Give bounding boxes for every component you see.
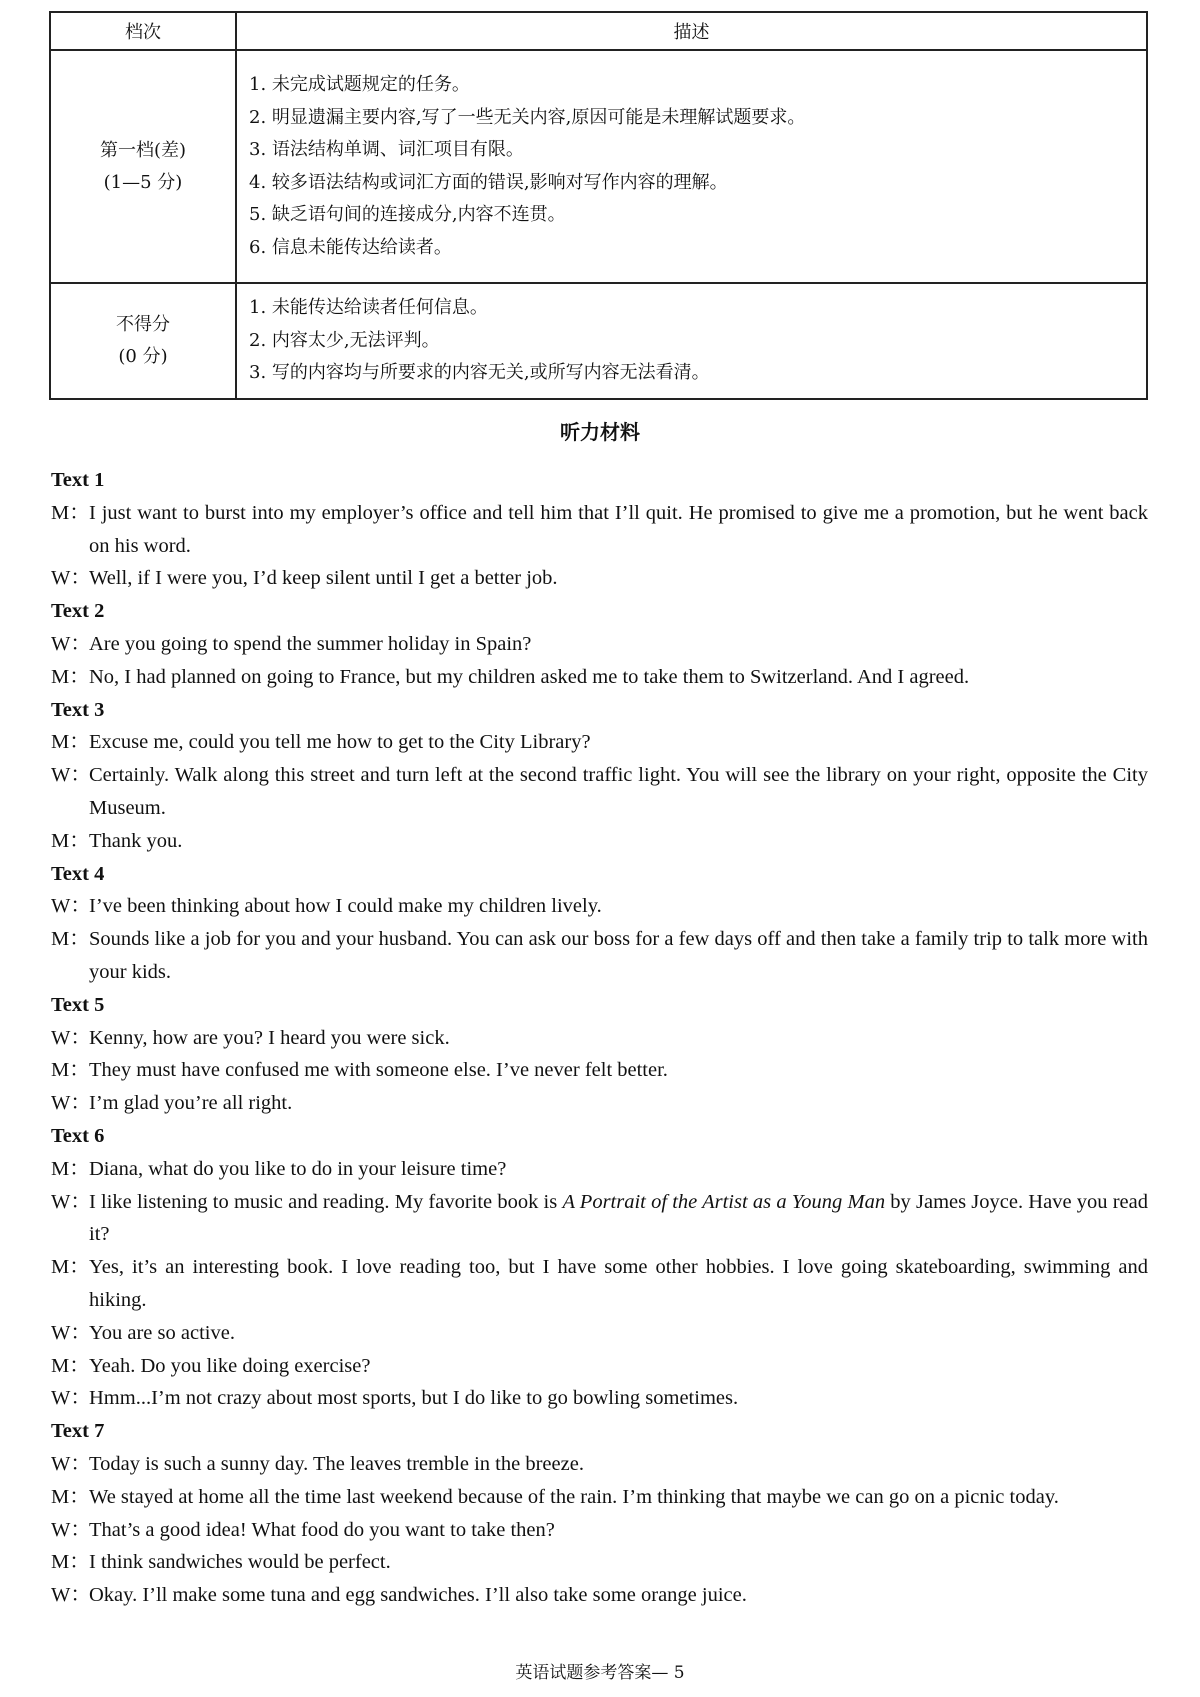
dialogue-line <box>51 1481 1148 1514</box>
dialogue-text: Okay. I’ll make some tuna and egg sandwiches. I’ll also take some orange juice. <box>89 1584 747 1607</box>
table-row <box>50 50 1147 283</box>
criterion-item: 1. 未完成试题规定的任务。 <box>249 74 470 95</box>
table-row <box>50 283 1147 399</box>
dialogue-text: They must have confused me with someone else. I’ve never felt better. <box>89 1059 668 1082</box>
book-title: A Portrait of the Artist as a Young Man <box>562 1190 886 1213</box>
section-title: 听力材料 <box>560 420 640 444</box>
grade-label: 第一档(差) <box>99 139 187 161</box>
dialogue-text: Excuse me, could you tell me how to get to the City Library? <box>89 731 591 754</box>
speaker-label: W： <box>51 1452 91 1475</box>
dialogue-line <box>51 1087 1148 1120</box>
dialogue-text: Thank you. <box>89 829 183 852</box>
criterion-item: 2. 内容太少,无法评判。 <box>249 329 440 351</box>
header-description: 描述 <box>236 12 1147 50</box>
dialogue-line <box>51 1251 1148 1317</box>
grade-score: (1—5 分) <box>103 171 183 193</box>
speaker-label: W： <box>51 1190 91 1213</box>
dialogue-text: You are so active. <box>89 1321 235 1344</box>
dialogue-line <box>51 1579 1148 1612</box>
text-heading: Text 4 <box>51 862 105 885</box>
dialogue-line <box>51 1054 1148 1087</box>
speaker-label: M： <box>51 1059 90 1082</box>
page-footer: 英语试题参考答案— 5 <box>515 1663 685 1683</box>
dialogue-line <box>51 562 1148 595</box>
text-heading: Text 3 <box>51 698 105 721</box>
speaker-label: M： <box>51 1256 90 1279</box>
speaker-label: M： <box>51 1157 90 1180</box>
dialogue-text: Well, if I were you, I’d keep silent until I get a better job. <box>89 567 558 590</box>
speaker-label: W： <box>51 1092 91 1115</box>
text-heading: Text 7 <box>51 1420 105 1443</box>
criterion-item: 4. 较多语法结构或词汇方面的错误,影响对写作内容的理解。 <box>249 171 728 193</box>
speaker-label: M： <box>51 1485 90 1508</box>
description-cell <box>236 50 1147 283</box>
dialogue-text: Diana, what do you like to do in your leisure time? <box>89 1157 507 1180</box>
dialogue-line <box>51 1382 1148 1415</box>
header-grade: 档次 <box>50 12 236 50</box>
speaker-label: M： <box>51 928 90 951</box>
text-heading: Text 6 <box>51 1124 105 1147</box>
dialogue-line <box>51 1514 1148 1547</box>
dialogue-text-after: by James Joyce. Have you read it? <box>89 1190 1148 1246</box>
dialogue-text: We stayed at home all the time last weekend because of the rain. I’m thinking that maybe we can go on a picnic today. <box>89 1485 1059 1508</box>
dialogue-text: Today is such a sunny day. The leaves tremble in the breeze. <box>89 1452 584 1475</box>
speaker-label: M： <box>51 829 90 852</box>
speaker-label: M： <box>51 731 90 754</box>
dialogue-line <box>51 497 1148 563</box>
dialogue-text: Yeah. Do you like doing exercise? <box>89 1354 371 1377</box>
dialogue-text: Are you going to spend the summer holiday in Spain? <box>89 632 532 655</box>
speaker-label: M： <box>51 1551 90 1574</box>
dialogue-text: Hmm...I’m not crazy about most sports, but I do like to go bowling sometimes. <box>89 1387 739 1410</box>
dialogue-line <box>51 1546 1148 1579</box>
grade-cell <box>50 283 236 399</box>
dialogue-text: I just want to burst into my employer’s office and tell him that I’ll quit. He promised to give me a promotion, but he went back on his word. <box>89 501 1148 557</box>
text-heading: Text 1 <box>51 469 105 491</box>
dialogue-line <box>51 1317 1148 1350</box>
dialogue-line <box>51 726 1148 759</box>
speaker-label: M： <box>51 501 90 524</box>
speaker-label: W： <box>51 632 91 655</box>
criterion-item: 2. 明显遗漏主要内容,写了一些无关内容,原因可能是未理解试题要求。 <box>249 106 806 128</box>
speaker-label: W： <box>51 1321 91 1344</box>
text-heading: Text 2 <box>51 600 105 623</box>
speaker-label: W： <box>51 1387 91 1410</box>
speaker-label: W： <box>51 1518 91 1541</box>
speaker-label: W： <box>51 1026 91 1049</box>
dialogue-text: I think sandwiches would be perfect. <box>89 1551 391 1574</box>
table-header-row <box>50 12 1147 50</box>
dialogue-text: I like listening to music and reading. My favorite book is <box>89 1190 563 1213</box>
dialogue-text: I’m glad you’re all right. <box>89 1092 293 1115</box>
speaker-label: W： <box>51 764 91 787</box>
dialogue-line <box>51 759 1148 825</box>
scoring-rubric-table <box>49 11 1148 400</box>
dialogue-text: Kenny, how are you? I heard you were sick. <box>89 1026 450 1049</box>
criterion-item: 3. 语法结构单调、词汇项目有限。 <box>249 139 524 160</box>
grade-label: 不得分 <box>116 313 170 335</box>
criterion-item: 3. 写的内容均与所要求的内容无关,或所写内容无法看清。 <box>249 362 710 383</box>
dialogue-line <box>51 1350 1148 1383</box>
speaker-label: W： <box>51 895 91 918</box>
criterion-item: 6. 信息未能传达给读者。 <box>249 236 452 258</box>
dialogue-text: I’ve been thinking about how I could make my children lively. <box>89 895 602 918</box>
dialogue-text: That’s a good idea! What food do you want to take then? <box>89 1518 555 1541</box>
speaker-label: W： <box>51 567 91 590</box>
dialogue-line <box>51 1022 1148 1055</box>
dialogue-line <box>51 1153 1148 1186</box>
dialogue-text: Sounds like a job for you and your husband. You can ask our boss for a few days off and then take a family trip to talk more with your kids. <box>89 928 1148 983</box>
speaker-label: M： <box>51 665 90 688</box>
grade-score: (0 分) <box>118 345 168 367</box>
grade-cell <box>50 50 236 283</box>
listening-transcript <box>51 464 1148 1612</box>
dialogue-line <box>51 628 1148 661</box>
dialogue-text: Yes, it’s an interesting book. I love reading too, but I have some other hobbies. I love going skateboarding, swimming and hiking. <box>89 1256 1148 1311</box>
speaker-label: M： <box>51 1354 90 1377</box>
dialogue-line <box>51 825 1148 858</box>
text-heading: Text 5 <box>51 993 105 1016</box>
dialogue-line <box>51 1186 1148 1252</box>
criterion-item: 5. 缺乏语句间的连接成分,内容不连贯。 <box>249 204 566 225</box>
dialogue-line <box>51 661 1148 694</box>
description-cell <box>236 283 1147 399</box>
dialogue-line <box>51 923 1148 989</box>
speaker-label: W： <box>51 1584 91 1607</box>
dialogue-text: Certainly. Walk along this street and turn left at the second traffic light. You will see the library on your right, opposite the City Museum. <box>89 764 1148 819</box>
dialogue-line <box>51 1448 1148 1481</box>
criterion-item: 1. 未能传达给读者任何信息。 <box>249 297 488 318</box>
dialogue-line <box>51 890 1148 923</box>
dialogue-text: No, I had planned on going to France, but my children asked me to take them to Switzerland. And I agreed. <box>89 665 970 688</box>
